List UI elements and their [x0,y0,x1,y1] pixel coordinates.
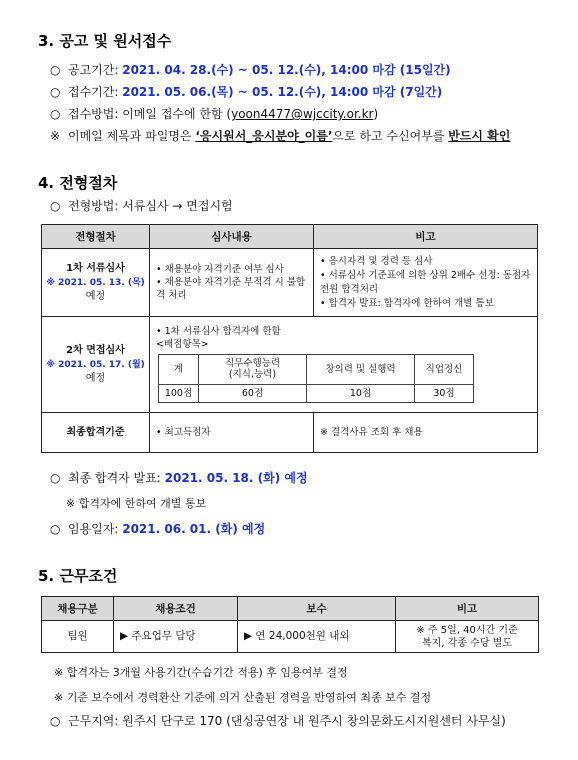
final-announcement-label: 최종 합격자 발표: [68,471,165,485]
final-announcement-line [50,470,308,486]
content-cell-3 [150,413,314,453]
appointment-date-value: 2021. 06. 01. (화) 예정 [122,522,266,536]
scoring-table [158,354,474,403]
email-note-part-a: 이메일 제목과 파일명은 [68,129,196,143]
list-item: • 채용분야 자격기준 여부 심사 [156,263,307,276]
reference-mark-icon: ※ [50,129,61,143]
appointment-date-label: 임용일자: [68,522,123,536]
appointment-date-line [50,521,265,537]
table-row [42,249,538,317]
salary-note: ※ 기준 보수에서 경력환산 기준에 의거 산출된 경력을 반영하여 최종 보수 결정 [54,691,432,704]
scoring-value-competence: 60점 [199,384,307,402]
list-item: • 합격자 발표: 합격자에 한하여 개별 통보 [320,297,531,311]
header-salary: 보수 [238,597,396,621]
remarks-cell-3: ※ 결격사유 조회 후 채용 [314,413,538,453]
circle-bullet-icon: ○ [50,85,61,99]
email-note-filename: ‘응시원서_응시분야_이름’ [195,129,333,143]
list-item: • 채용분야 자격기준 부적격 시 불합격 처리 [156,276,307,302]
header-remarks: 비고 [396,597,539,621]
scoring-header-competence: 직무수행능력 (지식,능력) [199,354,307,384]
header-stage: 전형절차 [42,225,150,249]
screening-procedure-table [41,224,538,453]
application-method-end: ) [373,107,379,121]
stage-2-name: 2차 면접심사 [66,344,125,356]
content-cell-1 [150,249,314,317]
final-announcement-note: ※ 합격자에 한하여 개별 통보 [66,497,207,510]
application-method-label: 접수방법: 이메일 접수에 한함 ( [68,107,232,121]
scoring-items-label: <배점항목> [156,338,209,350]
stage-2-date: ※ 2021. 05. 17. (월) [46,359,145,370]
scoring-value-total: 100점 [159,384,199,402]
list-item: • 1차 서류심사 합격자에 한함 [156,325,531,338]
category-cell: 팀원 [42,621,114,653]
application-method-line [50,106,378,122]
salary-cell: ▶ 연 24,000천원 내외 [238,621,396,653]
stage-cell-1 [42,249,150,317]
scoring-header-creativity: 창의력 및 실행력 [307,354,415,384]
section-5-title: 5. 근무조건 [38,567,118,585]
list-item: • 서류심사 기준표에 의한 상위 2배수 선정: 동점자 전원 합격처리 [320,269,531,297]
email-naming-note [50,128,510,144]
content-cell-2 [150,317,538,413]
condition-cell: ▶ 주요업무 담당 [114,621,238,653]
stage-cell-3: 최종합격기준 [42,413,150,453]
header-category: 채용구분 [42,597,114,621]
circle-bullet-icon: ○ [50,63,61,77]
stage-1-note: 예정 [85,290,106,302]
stage-cell-2 [42,317,150,413]
scoring-header-total: 계 [159,354,199,384]
email-note-part-c: 으로 하고 수신여부를 [332,129,449,143]
circle-bullet-icon: ○ [50,199,61,213]
notice-period-line [50,62,451,78]
work-location-text: 근무지역: 원주시 단구로 170 (댄싱공연장 내 원주시 창의문화도시지원센터 사무실) [68,714,506,728]
remarks-cell: ※ 주 5일, 40시간 기준 복지, 각종 수당 별도 [396,621,539,653]
application-period-line [50,84,442,100]
stage-2-note: 예정 [85,372,106,384]
list-item: • 응시자격 및 경력 등 심사 [320,255,531,269]
table-row [42,317,538,413]
scoring-value-ethic: 30점 [415,384,474,402]
stage-1-date: ※ 2021. 05. 13. (목) [46,277,145,288]
final-announcement-value: 2021. 05. 18. (화) 예정 [164,471,308,485]
header-content: 심사내용 [150,225,314,249]
notice-period-label: 공고기간: [68,63,123,77]
header-condition: 채용조건 [114,597,238,621]
header-remarks: 비고 [314,225,538,249]
stage-1-name: 1차 서류심사 [66,262,125,274]
remarks-cell-1 [314,249,538,317]
screening-method-line [50,198,233,214]
probation-note: ※ 합격자는 3개월 사용기간(수습기간 적용) 후 임용여부 결정 [54,666,348,679]
application-period-value: 2021. 05. 06.(목) ~ 05. 12.(수), 14:00 마감 (7일간) [122,85,443,99]
table-row [42,413,538,453]
circle-bullet-icon: ○ [50,471,61,485]
list-item: • 최고득점자 [156,426,307,439]
scoring-value-creativity: 10점 [307,384,415,402]
notice-period-value: 2021. 04. 28.(수) ~ 05. 12.(수), 14:00 마감 (15일간) [122,63,451,77]
section-3-title: 3. 공고 및 원서접수 [38,32,172,50]
working-conditions-table [41,596,539,653]
scoring-header-ethic: 직업정신 [415,354,474,384]
circle-bullet-icon: ○ [50,714,61,728]
email-link[interactable]: yoon4477@wjccity.or.kr [231,107,374,121]
work-location-line [50,713,506,729]
table-row [42,621,539,653]
circle-bullet-icon: ○ [50,522,61,536]
application-period-label: 접수기간: [68,85,123,99]
circle-bullet-icon: ○ [50,107,61,121]
email-note-confirm: 반드시 확인 [448,129,511,143]
section-4-title: 4. 전형절차 [38,174,118,192]
screening-method-text: 전형방법: 서류심사 → 면접시험 [68,199,233,213]
